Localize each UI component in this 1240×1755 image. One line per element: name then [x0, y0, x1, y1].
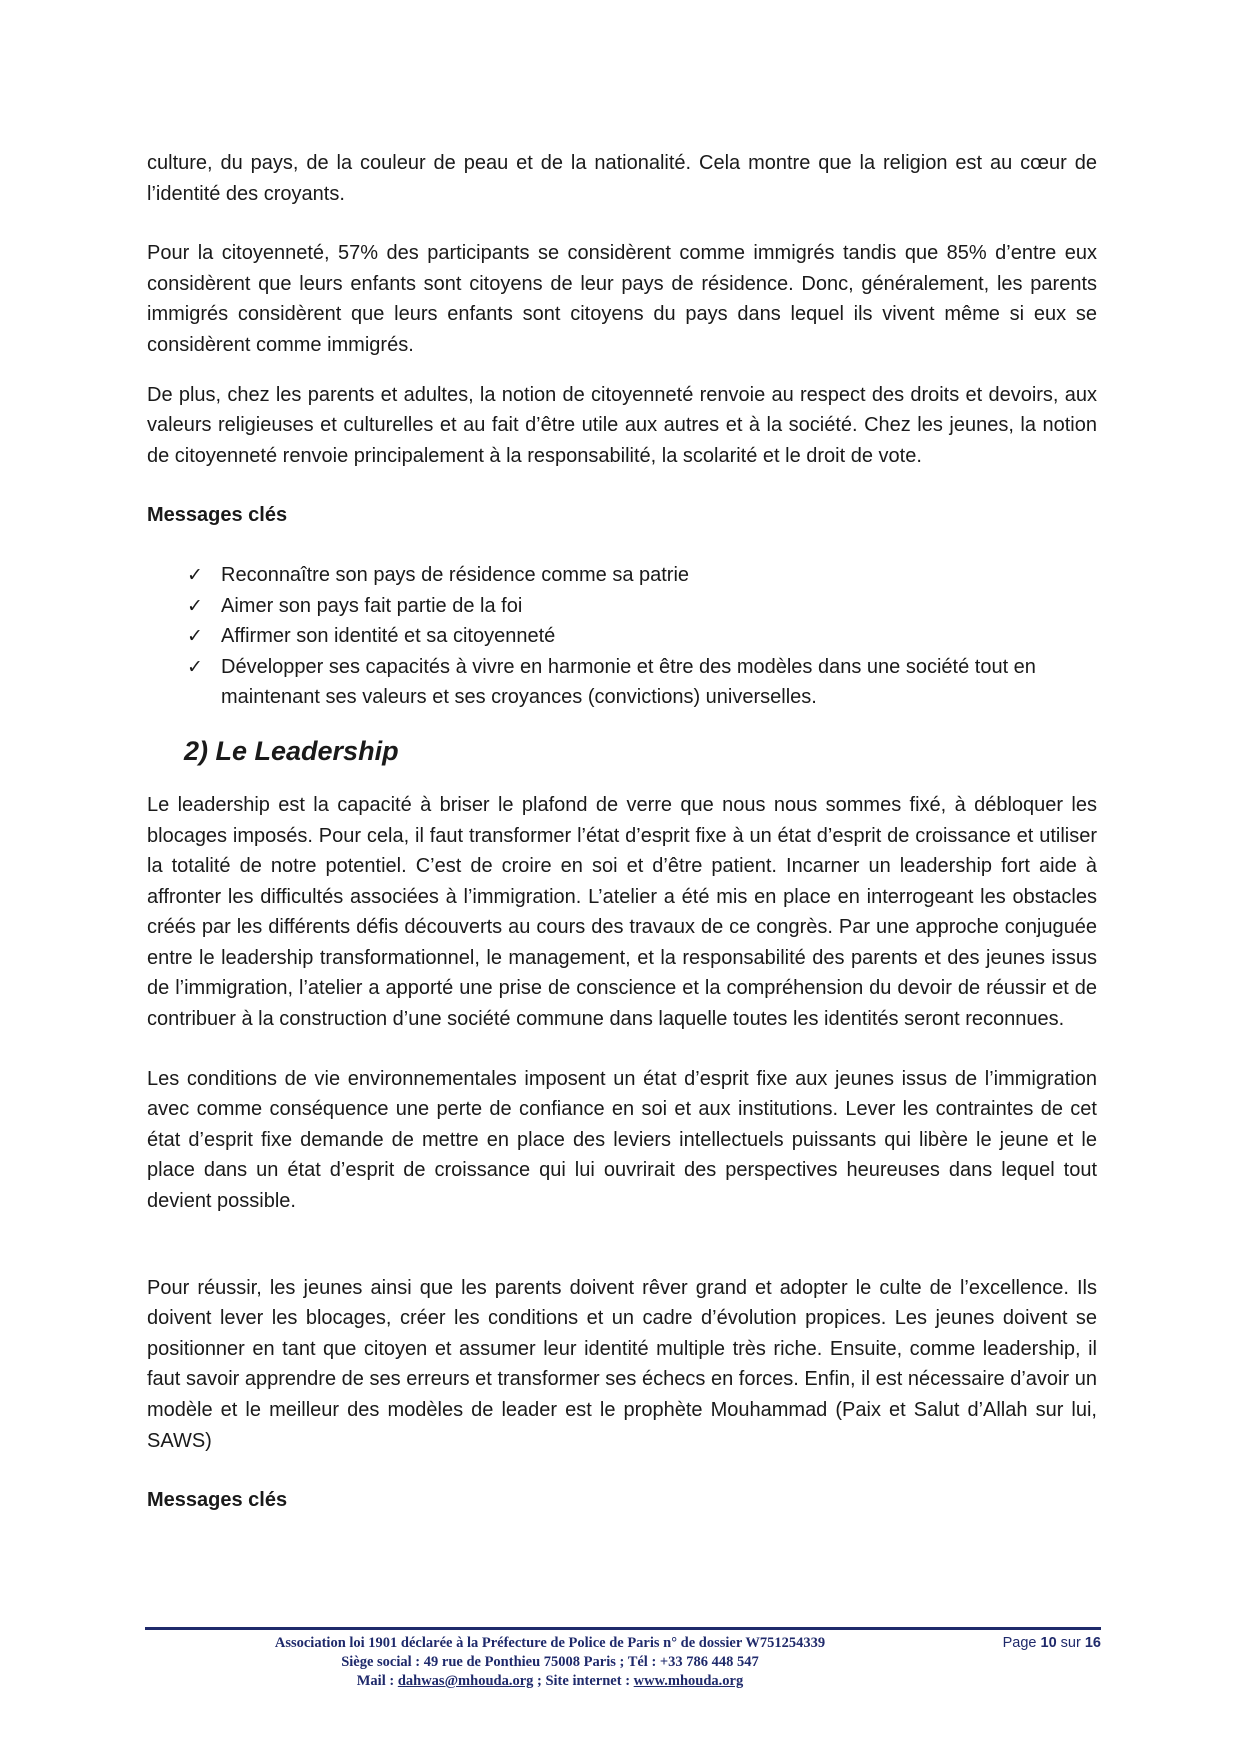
check-icon: ✓ — [187, 655, 203, 678]
list-item: ✓ Aimer son pays fait partie de la foi — [187, 591, 1097, 622]
footer-divider — [145, 1627, 1101, 1630]
paragraph-identity: culture, du pays, de la couleur de peau et de la nationalité. Cela montre que la religion est au cœur de l’identité des croyants. — [147, 152, 1097, 205]
footer-association-line: Association loi 1901 déclarée à la Préfecture de Police de Paris n° de dossier W751254339 — [274, 1635, 826, 1651]
page-footer — [145, 1634, 1101, 1691]
section-title-leadership: 2) Le Leadership — [184, 735, 399, 766]
key-messages-heading-2: Messages clés — [147, 1489, 288, 1512]
check-icon: ✓ — [187, 625, 203, 648]
list-item: ✓ Développer ses capacités à vivre en harmonie et être des modèles dans une société tout en maintenant ses valeurs et ses croyances (convictions) universelles. — [187, 652, 1097, 713]
key-messages-list — [147, 560, 1097, 713]
website-link[interactable]: www.mhouda.org — [633, 1673, 744, 1689]
footer-address-line: Siège social : 49 rue de Ponthieu 75008 Paris ; Tél : +33 786 448 547 — [341, 1654, 759, 1670]
paragraph-citizenship-stats: Pour la citoyenneté, 57% des participants se considèrent comme immigrés tandis que 85% d’entre eux considèrent que leurs enfants sont citoyens de leur pays de résidence. Donc, généralement, les parents immigrés considèrent que leurs enfants sont citoyens du pays dans lequel ils vivent même si eux se considèrent comme immigrés. — [147, 242, 1097, 356]
check-icon: ✓ — [187, 594, 203, 617]
page-content — [147, 148, 1097, 1516]
list-item: ✓ Reconnaître son pays de résidence comme sa patrie — [187, 560, 1097, 591]
paragraph-success: Pour réussir, les jeunes ainsi que les parents doivent rêver grand et adopter le culte de l’excellence. Ils doivent lever les blocages, créer les conditions et un cadre d’évolution propices. Les jeunes doivent se positionner en tant que citoyen et assumer leur identité multiple très riche. Ensuite, comme leadership, il faut savoir apprendre de ses erreurs et transformer ses échecs en forces. Enfin, il est nécessaire d’avoir un modèle et le meilleur des modèles de leader est le prophète Mouhammad (Paix et Salut d’Allah sur lui, SAWS) — [147, 1276, 1097, 1452]
check-icon: ✓ — [187, 563, 203, 586]
paragraph-leadership-definition: Le leadership est la capacité à briser le plafond de verre que nous nous sommes fixé, à débloquer les blocages imposés. Pour cela, il faut transformer l’état d’esprit fixe à un état d’esprit de croissance et utiliser la totalité de notre potentiel. C’est de croire en soi et d’être patient. Incarner un leadership fort aide à affronter les difficultés associées à l’immigration. L’atelier a été mis en place en interrogeant les obstacles créés par les différents défis découverts au cours des travaux de ce congrès. Par une approche conjuguée entre le leadership transformationnel, le management, et la responsabilité des parents et des jeunes issus de l’immigration, l’atelier a apporté une prise de conscience et la compréhension du devoir de réussir et de contribuer à la construction d’une société commune dans laquelle toutes les identités seront reconnues. — [147, 793, 1097, 1031]
paragraph-living-conditions: Les conditions de vie environnementales imposent un état d’esprit fixe aux jeunes issus de l’immigration avec comme conséquence une perte de confiance en soi et aux institutions. Lever les contraintes de cet état d’esprit fixe demande de mettre en place des leviers intellectuels puissants qui libère le jeune et le place dans un état d’esprit de croissance qui lui ouvrirait des perspectives heureuses dans lequel tout devient possible. — [147, 1067, 1097, 1213]
paragraph-citizenship-notion: De plus, chez les parents et adultes, la notion de citoyenneté renvoie au respect des droits et devoirs, aux valeurs religieuses et culturelles et au fait d’être utile aux autres et à la société. Chez les jeunes, la notion de citoyenneté renvoie principalement à la responsabilité, la scolarité et le droit de vote. — [147, 383, 1097, 467]
page-number: Page 10 sur 16 — [1002, 1635, 1101, 1651]
list-item: ✓ Affirmer son identité et sa citoyenneté — [187, 621, 1097, 652]
footer-contact-line: Mail : dahwas@mhouda.org ; Site internet : www.mhouda.org — [356, 1673, 744, 1689]
email-link[interactable]: dahwas@mhouda.org — [397, 1673, 534, 1689]
key-messages-heading: Messages clés — [147, 504, 288, 527]
